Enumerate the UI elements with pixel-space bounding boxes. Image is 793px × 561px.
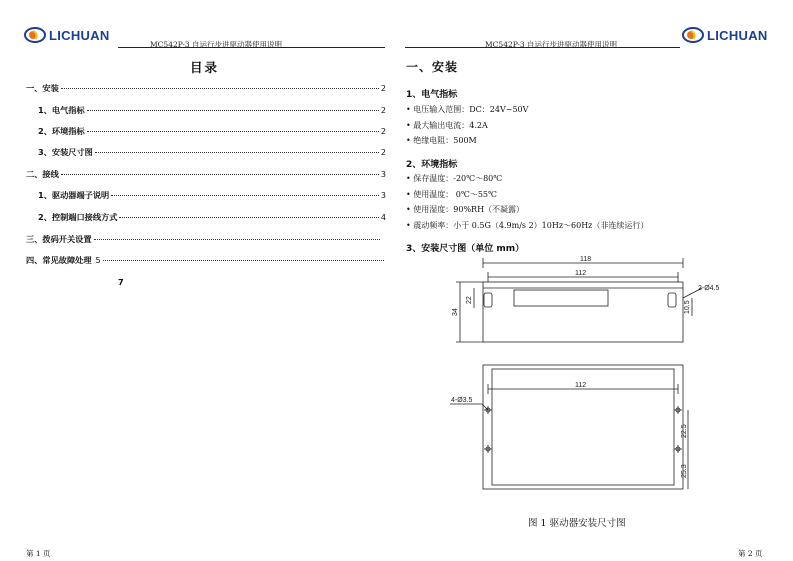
spec-item: • 绝缘电阻：500M	[406, 136, 477, 145]
toc-entry[interactable]	[38, 213, 386, 222]
spec-item: • 电压输入范围：DC：24V~50V	[406, 105, 529, 114]
dimension-drawing	[440, 252, 740, 500]
toc-leader	[61, 88, 379, 89]
toc-entry-label: 1、驱动器端子说明	[38, 190, 110, 200]
page-number-left: 第 1 页	[26, 549, 51, 558]
toc-entry-page: 2	[380, 148, 386, 157]
toc-entry-label: 一、安装	[26, 83, 59, 93]
toc-leader	[87, 131, 379, 132]
toc-entry-label: 四、常见故障处理	[26, 255, 92, 265]
dim-22-5: 22.5	[681, 424, 688, 438]
dim-118: 118	[580, 256, 592, 263]
page-number-right: 第 2 页	[738, 549, 763, 558]
toc-overflow-page: 7	[118, 277, 124, 287]
brand-logo	[24, 24, 110, 46]
document-title: MC542P-3 自运行步进驱动器使用说明	[150, 40, 283, 49]
toc-entry[interactable]	[26, 84, 386, 93]
toc-entry-page: 3	[380, 170, 386, 179]
toc-leader	[119, 217, 379, 218]
logo-text: LICHUAN	[49, 27, 110, 43]
electrical-heading: 1、电气指标	[406, 90, 458, 100]
section-title: 一、安装	[406, 60, 459, 74]
spec-item: • 使用湿度：90%RH（不凝露）	[406, 205, 525, 214]
toc-entry-page: 2	[380, 84, 386, 93]
spec-item: • 震动频率：小于 0.5G（4.9m/s 2）10Hz～60Hz（非连续运行）	[406, 221, 649, 230]
toc-entry[interactable]	[38, 106, 386, 115]
toc-leader	[111, 195, 379, 196]
toc-leader	[61, 174, 379, 175]
toc-entry-page: 3	[380, 191, 386, 200]
mount-hole-markers	[484, 406, 682, 453]
toc-entry-label: 2、环境指标	[38, 126, 85, 136]
toc-entry-label: 1、电气指标	[38, 105, 85, 115]
toc-entry-label: 3、安装尺寸图	[38, 147, 93, 157]
toc-leader	[87, 110, 379, 111]
dim-25-3: 25.3	[681, 464, 688, 478]
toc-entry[interactable]	[38, 191, 386, 200]
toc-entry-page: 5	[95, 256, 101, 265]
toc-entry-label: 二、接线	[26, 169, 59, 179]
document-title: MC542P-3 自运行步进驱动器使用说明	[485, 40, 618, 49]
dim-112-front: 112	[575, 382, 587, 389]
figure-caption: 图 1 驱动器安装尺寸图	[528, 518, 626, 529]
toc-entry[interactable]	[38, 127, 386, 136]
brand-logo	[682, 24, 768, 46]
logo-text: LICHUAN	[707, 27, 768, 43]
mount-slot	[484, 293, 492, 307]
spec-item: • 使用温度： 0℃～55℃	[406, 190, 497, 199]
hole-callout: 2-Ø4.5	[698, 285, 720, 292]
front-hole-callout: 4-Ø3.5	[451, 397, 473, 404]
toc-entry-label: 三、拨码开关设置	[26, 234, 92, 244]
toc-entry[interactable]	[26, 170, 386, 179]
environment-heading: 2、环境指标	[406, 160, 458, 170]
dim-112-top: 112	[575, 270, 587, 277]
top-view-panel	[514, 290, 608, 306]
toc-entry-page: 2	[380, 127, 386, 136]
top-view-outline	[483, 282, 683, 342]
toc-entry-page: 4	[380, 213, 386, 222]
toc-leader	[103, 260, 384, 261]
toc-entry[interactable]	[26, 256, 386, 265]
header-rule	[118, 47, 385, 48]
toc-entry-page: 2	[380, 106, 386, 115]
toc-leader	[94, 239, 380, 240]
spec-item: • 最大输出电流：4.2A	[406, 121, 488, 130]
toc-entry[interactable]	[38, 148, 386, 157]
dimensions-heading: 3、安装尺寸图（单位 mm）	[406, 244, 525, 254]
toc-leader	[95, 152, 379, 153]
lichuan-emblem-icon	[24, 24, 46, 46]
toc-entry-label: 2、控制端口接线方式	[38, 212, 118, 222]
dim-10-5: 10.5	[684, 300, 691, 314]
mount-slot	[668, 293, 676, 307]
toc-title: 目录	[190, 60, 220, 75]
dim-34: 34	[452, 308, 459, 316]
dim-22-top: 22	[466, 296, 473, 304]
spec-item: • 保存温度：-20℃～80℃	[406, 174, 503, 183]
toc-entry[interactable]	[26, 235, 382, 243]
lichuan-emblem-icon	[682, 24, 704, 46]
